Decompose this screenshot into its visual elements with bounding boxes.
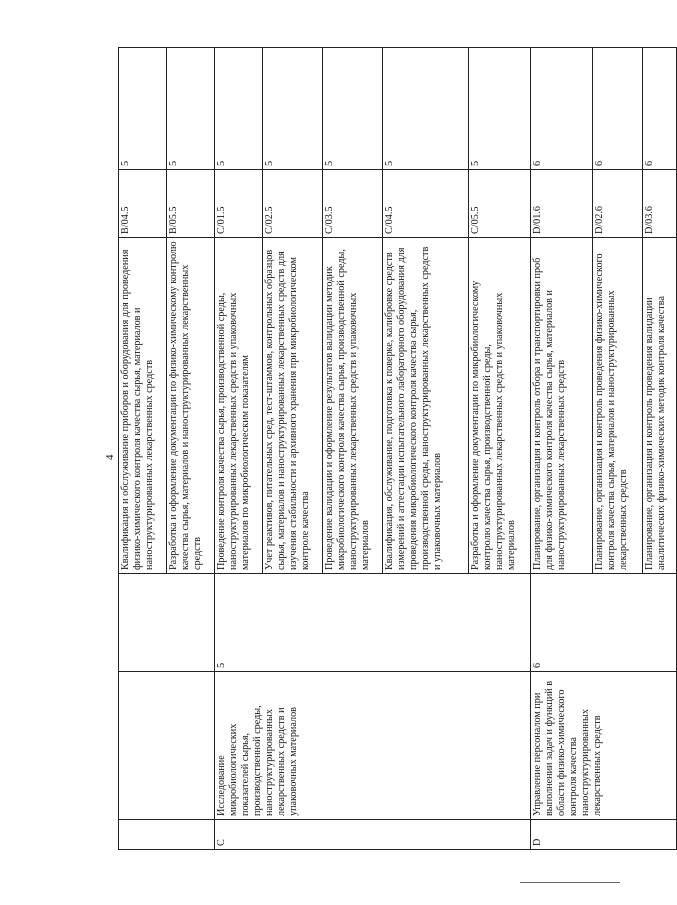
cell-sublevel: 6 [593,48,643,170]
cell-code: D/03.6 [643,170,677,238]
cell-function: Разработка и оформление документации по физико-химическому контролю качества сырья, материалов и наноструктурированных лекарственных средств [167,238,215,574]
cell-function: Учет реактивов, питательных сред, тест-штаммов, контрольных образцов сырья, материалов и наноструктурированных лекарственных средств для изучения стабильности и архивного хранения при микробиологическом контроле качества [263,238,323,574]
cell-sublevel: 6 [643,48,677,170]
cell-code: C/01.5 [215,170,263,238]
cell-function: Разработка и оформление документации по микробиологическому контролю качества сырья, производственной среды, наноструктурированных лекарственных средств и упаковочных материалов [469,238,531,574]
cell-function: Планирование, организация и контроль проведения физико-химического контроля качества сырья, материалов и наноструктурированных лекарственных средств [593,238,643,574]
page-number: 4 [104,454,116,460]
cell-function: Планирование, организация и контроль проведения валидации аналитических физико-химических методик контроля качества [643,238,677,574]
cell-level: 5 [215,574,531,672]
cell-function: Квалификация и обслуживание приборов и оборудования для проведения физико-химического контроля качества сырья, материалов и наноструктурированных лекарственных средств [119,238,167,574]
table-row [531,48,593,850]
cell-sublevel: 5 [469,48,531,170]
cell-sublevel: 5 [215,48,263,170]
cell-name: Исследование микробиологических показателей сырья, производственной среды, наноструктурированных лекарственных средств и упаковочных материалов [215,672,531,820]
cell-code: B/05.5 [167,170,215,238]
cell-sublevel: 5 [323,48,383,170]
cell-code: C/05.5 [469,170,531,238]
cell-function: Проведение валидации и оформление результатов валидации методик микробиологического контроля качества сырья, производственной среды, наноструктурированных лекарственных средств и упаковочных материалов [323,238,383,574]
cell-name: Управление персоналом при выполнении задач и функций в области физико-химического контроля качества наноструктурированных лекарственных средств [531,672,677,820]
cell-code: C/04.5 [383,170,469,238]
cell-sublevel: 5 [263,48,323,170]
cell-sublevel: 5 [119,48,167,170]
table-row [119,48,167,850]
cell-level: 6 [531,574,677,672]
rotated-page [48,48,667,850]
cell-letter [119,820,215,850]
cell-code: D/01.6 [531,170,593,238]
cell-code: C/02.5 [263,170,323,238]
cell-function: Планирование, организация и контроль отбора и транспортировки проб для физико-химического контроля качества сырья, материалов и наноструктурированных лекарственных средств [531,238,593,574]
functions-table [118,47,677,850]
cell-code: C/03.5 [323,170,383,238]
cell-letter: D [531,820,677,850]
cell-letter: C [215,820,531,850]
cell-function: Квалификация, обслуживание, подготовка к поверке, калибровке средств измерений и аттестации испытательного лабораторного оборудования для проведения микробиологического контроля качества сырья, производственной среды, наноструктурированных лекарственных средств и упаковочных материалов [383,238,469,574]
cell-level [119,574,215,672]
cell-sublevel: 5 [167,48,215,170]
bottom-divider [520,882,620,883]
cell-function: Проведение контроля качества сырья, производственной среды, наноструктурированных лекарственных средств и упаковочных материалов по микробиологическим показателям [215,238,263,574]
table-row [215,48,263,850]
cell-code: B/04.5 [119,170,167,238]
cell-code: D/02.6 [593,170,643,238]
cell-sublevel: 6 [531,48,593,170]
cell-name [119,672,215,820]
cell-sublevel: 5 [383,48,469,170]
